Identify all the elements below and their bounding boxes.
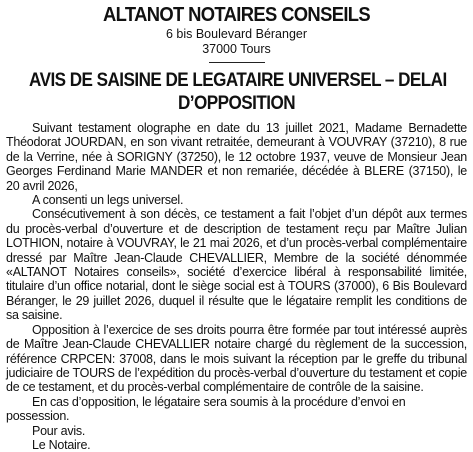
paragraph-testament: Suivant testament olographe en date du 13 juillet 2021, Madame Bernadette Théodorat JOURDAN, en son vivant retraitée, demeurant à VOUVRAY (37210), 8 rue de la Verrine, née à SORIGNY (37250), le 12 octobre 1937, veuve de Monsieur Jean Georges Ferdinand Marie MANDER et non remariée, décédée à BLERE (37150), le 20 avril 2026, [6,121,467,193]
address-city: 37000 Tours [202,42,271,56]
notice-title-line-1: AVIS DE SAISINE DE LEGATAIRE UNIVERSEL – DELAI [29,70,447,91]
paragraph-depot: Consécutivement à son décès, ce testament a fait l’objet d’un dépôt aux termes du procès-verbal d’ouverture et de description de testament reçu par Maître Julian LOTHION, notaire à VOUVRAY, le 21 mai 2026, et d’un procès-verbal complémentaire dressé par Maître Jean-Claude CHEVALLIER, Membre de la société dénommée «ALTANOT Notaires conseils», société d’exercice libéral à responsabilité limitée, titulaire d’un office notarial, dont le siège social est à TOURS (37000), 6 Bis Boulevard Béranger, le 29 juillet 2026, duquel il résulte que le légataire remplit les conditions de sa saisine. [6,207,467,323]
paragraph-envoi: En cas d’opposition, le légataire sera soumis à la procédure d’envoi en possession. [6,394,406,424]
paragraph-signature: Le Notaire. [32,437,91,452]
notice-body [6,121,467,452]
paragraph-pour-avis: Pour avis. [32,423,86,438]
paragraph-opposition: Opposition à l’exercice de ses droits pourra être formée par tout intéressé auprès de Maître Jean-Claude CHEVALLIER notaire chargé du règlement de la succession, référence CRPCEN: 37008, dans le mois suivant la réception par le greffe du tribunal judiciaire de TOURS de l’expédition du procès-verbal d’ouverture du testament et copie de ce testament, et du procès-verbal complémentaire de contrôle de la saisine. [6,322,467,395]
notice-title-line-2: D’OPPOSITION [177,93,296,114]
address-street: 6 bis Boulevard Béranger [165,27,308,41]
firm-name: ALTANOT NOTAIRES CONSEILS [102,4,371,26]
divider-rule [209,62,265,63]
legal-notice [6,0,467,452]
paragraph-legs: A consenti un legs universel. [32,193,184,208]
firm-address [6,27,467,57]
notice-title [6,69,467,115]
